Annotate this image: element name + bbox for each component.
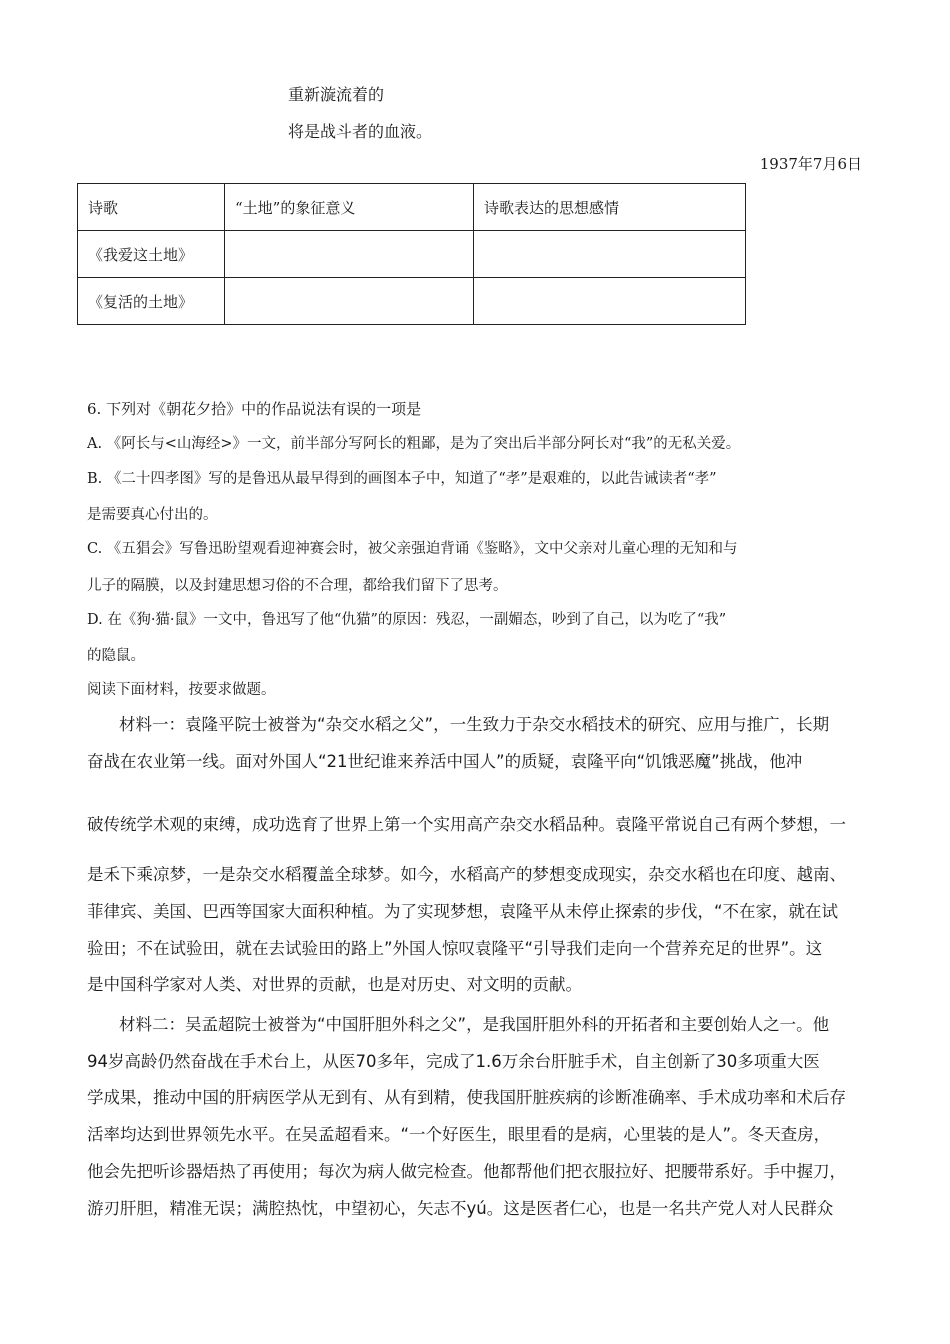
material-2-line: 游刃肝胆，精准无误；满腔热忱，中望初心，矢志不yú。这是医者仁心，也是一名共产党人对人民群众 [87,1199,834,1218]
table-cell-answer[interactable] [225,231,474,278]
material-2-line: 学成果，推动中国的肝病医学从无到有、从有到精，使我国肝脏疾病的诊断准确率、手术成功率和术后存 [87,1088,846,1107]
material-1-line: 奋战在农业第一线。面对外国人“21世纪谁来养活中国人”的质疑，袁隆平向“饥饿恶魔”挑战，他冲 [87,752,803,771]
question-6-option-b-cont: 是需要真心付出的。 [87,507,218,523]
reading-instruction: 阅读下面材料，按要求做题。 [87,682,276,698]
material-1-line: 验田；不在试验田，就在去试验田的路上”外国人惊叹袁隆平“引导我们走向一个营养充足的世界”。这 [87,939,823,958]
material-1-line: 破传统学术观的束缚，成功选育了世界上第一个实用高产杂交水稻品种。袁隆平常说自己有两个梦想，一 [87,815,846,834]
table-header-cell: 诗歌 [78,184,225,231]
poem-line-2: 将是战斗者的血液。 [288,122,433,141]
table-cell-poem: 《复活的土地》 [78,278,225,325]
material-2-line: 活率均达到世界领先水平。在吴孟超看来。“一个好医生，眼里看的是病，心里装的是人”。冬天查房， [87,1125,831,1144]
table-row [78,231,746,278]
table-cell-answer[interactable] [225,278,474,325]
question-6-option-d-cont: 的隐鼠。 [87,648,145,664]
poem-date: 1937年7月6日 [759,155,862,173]
table-cell-answer[interactable] [474,278,746,325]
material-2-line: 94岁高龄仍然奋战在手术台上，从医70多年，完成了1.6万余台肝脏手术，自主创新了30多项重大医 [87,1052,820,1071]
question-6-stem: 6. 下列对《朝花夕拾》中的作品说法有误的一项是 [87,400,422,418]
question-6-option-d: D. 在《狗·猫·鼠》一文中，鲁迅写了他“仇猫”的原因：残忍，一副媚态，吵到了自己，以为吃了“我” [87,612,727,628]
question-6-option-c: C. 《五猖会》写鲁迅盼望观看迎神赛会时，被父亲强迫背诵《鉴略》，文中父亲对儿童心理的无知和与 [87,541,738,557]
question-6-option-a: A. 《阿长与<山海经>》一文，前半部分写阿长的粗鄙，是为了突出后半部分阿长对“我”的无私关爱。 [87,436,741,452]
table-row [78,278,746,325]
material-2-line: 他会先把听诊器焐热了再使用；每次为病人做完检查。他都帮他们把衣服拉好、把腰带系好。手中握刀， [87,1162,846,1181]
question-6-option-b: B. 《二十四孝图》写的是鲁迅从最早得到的画图本子中，知道了“孝”是艰难的，以此告诫读者“孝” [87,471,717,487]
material-1-line: 是禾下乘凉梦，一是杂交水稻覆盖全球梦。如今，水稻高产的梦想变成现实，杂交水稻也在印度、越南、 [87,865,846,884]
table-header-cell: 诗歌表达的思想感情 [474,184,746,231]
material-1-line: 材料一：袁隆平院士被誉为“杂交水稻之父”，一生致力于杂交水稻技术的研究、应用与推广，长期 [119,715,830,734]
table-header-row [78,184,746,231]
table-cell-poem: 《我爱这土地》 [78,231,225,278]
answer-table [77,183,746,325]
material-1-line: 是中国科学家对人类、对世界的贡献，也是对历史、对文明的贡献。 [87,975,582,994]
table-header-cell: “土地”的象征意义 [225,184,474,231]
question-6-option-c-cont: 儿子的隔膜，以及封建思想习俗的不合理，都给我们留下了思考。 [87,578,508,594]
material-1-line: 菲律宾、美国、巴西等国家大面积种植。为了实现梦想，袁隆平从未停止探索的步伐，“不在家，就在试 [87,902,839,921]
material-2-line: 材料二：吴孟超院士被誉为“中国肝胆外科之父”，是我国肝胆外科的开拓者和主要创始人之一。他 [119,1015,830,1034]
poem-line-1: 重新漩流着的 [288,85,385,104]
table-cell-answer[interactable] [474,231,746,278]
